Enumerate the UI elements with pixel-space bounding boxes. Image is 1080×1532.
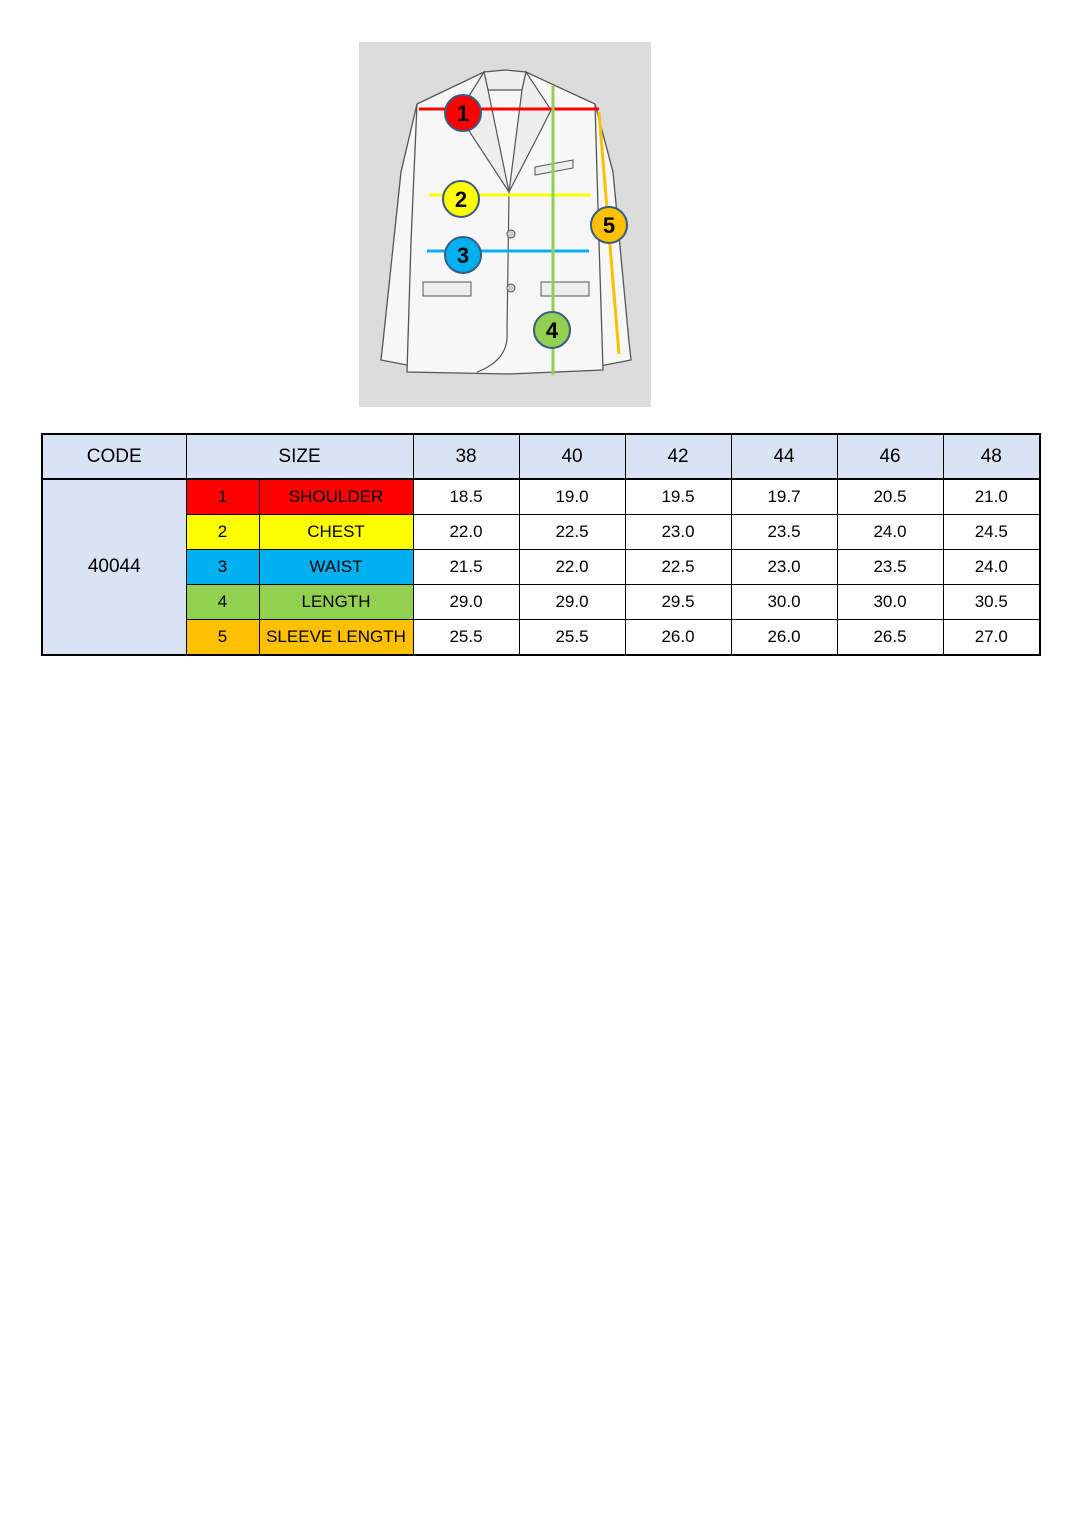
table-cell: 22.5 — [625, 550, 731, 585]
table-cell: 26.0 — [625, 620, 731, 656]
table-cell: 19.0 — [519, 479, 625, 515]
table-cell: 30.0 — [837, 585, 943, 620]
table-cell: 21.5 — [413, 550, 519, 585]
right-hip-pocket — [541, 282, 589, 296]
button-bottom — [507, 284, 515, 292]
table-cell: 23.5 — [731, 515, 837, 550]
table-row — [42, 585, 1040, 620]
jacket-diagram — [359, 42, 651, 407]
table-row — [42, 620, 1040, 656]
left-hip-pocket — [423, 282, 471, 296]
size-48-header: 48 — [943, 434, 1040, 479]
marker-3-label: 3 — [456, 243, 470, 268]
row-index: 2 — [186, 515, 259, 550]
table-cell: 25.5 — [413, 620, 519, 656]
size-chart-table — [41, 433, 1041, 656]
table-cell: 22.0 — [519, 550, 625, 585]
marker-3 — [445, 237, 481, 273]
measure-label-sleeve-length: SLEEVE LENGTH — [259, 620, 413, 656]
table-cell: 29.5 — [625, 585, 731, 620]
measure-label-chest: CHEST — [259, 515, 413, 550]
size-44-header: 44 — [731, 434, 837, 479]
table-cell: 29.0 — [519, 585, 625, 620]
marker-4 — [534, 312, 570, 348]
table-cell: 22.0 — [413, 515, 519, 550]
table-row — [42, 479, 1040, 515]
button-top — [507, 230, 515, 238]
row-index: 5 — [186, 620, 259, 656]
table-cell: 23.0 — [731, 550, 837, 585]
table-row — [42, 550, 1040, 585]
table-cell: 26.0 — [731, 620, 837, 656]
product-code: 40044 — [42, 479, 186, 655]
table-cell: 24.5 — [943, 515, 1040, 550]
size-header: SIZE — [186, 434, 413, 479]
size-38-header: 38 — [413, 434, 519, 479]
table-cell: 22.5 — [519, 515, 625, 550]
table-cell: 24.0 — [837, 515, 943, 550]
table-cell: 27.0 — [943, 620, 1040, 656]
table-row — [42, 515, 1040, 550]
table-cell: 23.5 — [837, 550, 943, 585]
code-header: CODE — [42, 434, 186, 479]
marker-4-label: 4 — [545, 318, 559, 343]
table-cell: 30.0 — [731, 585, 837, 620]
table-cell: 21.0 — [943, 479, 1040, 515]
size-40-header: 40 — [519, 434, 625, 479]
size-46-header: 46 — [837, 434, 943, 479]
marker-1-label: 1 — [456, 101, 470, 126]
marker-2-label: 2 — [454, 187, 468, 212]
jacket-body — [407, 72, 603, 374]
row-index: 3 — [186, 550, 259, 585]
row-index: 1 — [186, 479, 259, 515]
table-header-row — [42, 434, 1040, 479]
marker-1 — [445, 95, 481, 131]
table-cell: 29.0 — [413, 585, 519, 620]
marker-5-label: 5 — [602, 213, 616, 238]
table-cell: 26.5 — [837, 620, 943, 656]
measure-label-waist: WAIST — [259, 550, 413, 585]
table-cell: 24.0 — [943, 550, 1040, 585]
table-cell: 25.5 — [519, 620, 625, 656]
marker-2 — [443, 181, 479, 217]
measure-label-shoulder: SHOULDER — [259, 479, 413, 515]
table-cell: 20.5 — [837, 479, 943, 515]
table-cell: 19.7 — [731, 479, 837, 515]
table-cell: 30.5 — [943, 585, 1040, 620]
table-cell: 19.5 — [625, 479, 731, 515]
marker-5 — [591, 207, 627, 243]
size-42-header: 42 — [625, 434, 731, 479]
table-cell: 23.0 — [625, 515, 731, 550]
jacket-illustration — [359, 42, 651, 407]
table-cell: 18.5 — [413, 479, 519, 515]
collar — [484, 70, 526, 90]
row-index: 4 — [186, 585, 259, 620]
measure-label-length: LENGTH — [259, 585, 413, 620]
